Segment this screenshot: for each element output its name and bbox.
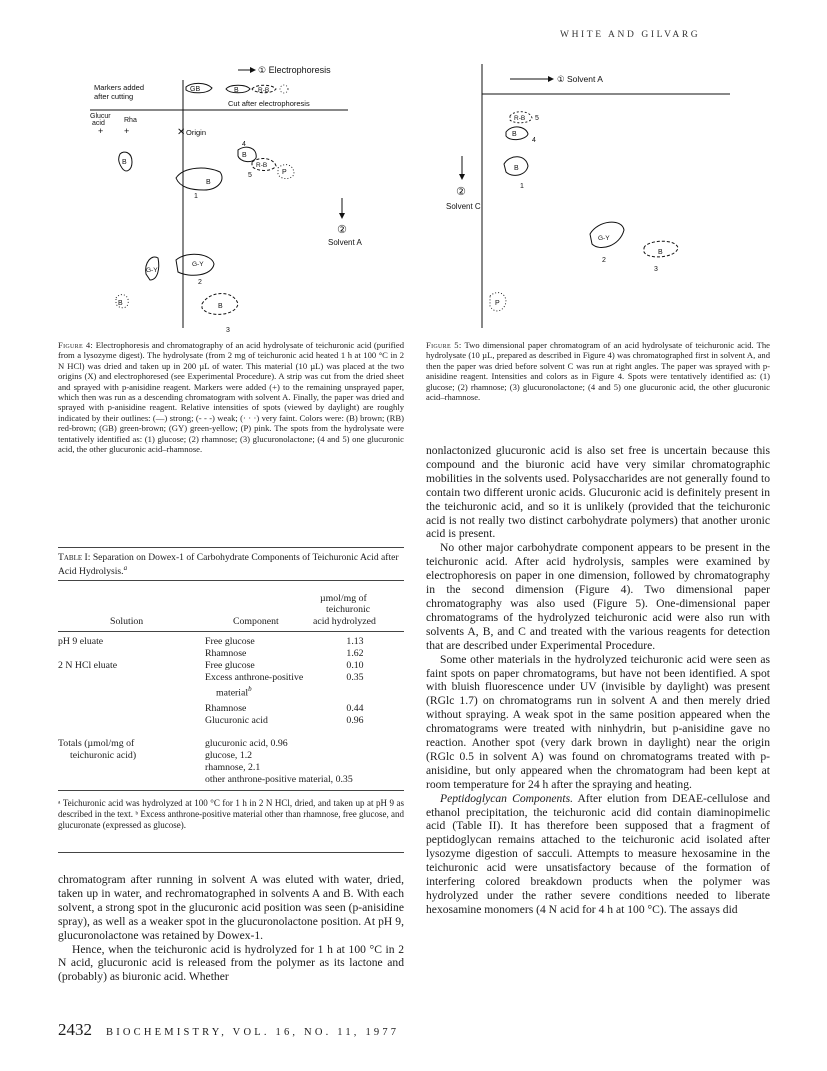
header-solution: Solution <box>110 616 144 627</box>
header-component: Component <box>233 616 279 627</box>
svg-text:P: P <box>495 300 500 307</box>
svg-text:B: B <box>514 165 519 172</box>
figure-5-caption-text: Two dimensional paper chromatogram of an acid hydrolysate of teichuronic acid. The hydrolysate (10 µL, prepared as described in Figure 4) was chromatographed first in solvent A, and then the paper was dried before solvent C was run at right angles. The paper was sprayed with p-anisidine reagent. Intensities and colors as in Figure 4. Spots were tentatively identified as: (1) glucose; (2) rhamnose; (3) glucuronolactone; (4 and 5) one glucuronic acid, the other glucuronic acid–rhamnose. <box>426 340 770 403</box>
running-head: WHITE AND GILVARG <box>560 30 701 40</box>
table-row-value: 0.44 <box>346 703 364 714</box>
fig5-solvent-c-num: ② <box>456 186 466 198</box>
fig5-solvent-a-label: ① Solvent A <box>557 74 603 84</box>
table-header-rule <box>58 631 404 632</box>
table-row-value: 1.62 <box>346 648 364 659</box>
table-bottom-rule <box>58 790 404 791</box>
svg-text:3: 3 <box>226 327 230 334</box>
header-value-l1: µmol/mg of <box>320 593 367 604</box>
left-paragraph-2: Hence, when the teichuronic acid is hydrolyzed for 1 h at 100 °C in 2 N acid, glucuronic acid is released from the polymer as its lactone and (probably) as biuronic acid. Whether <box>58 942 404 984</box>
figure-5 <box>440 58 770 338</box>
table-row-solution: 2 N HCl eluate <box>58 660 118 671</box>
page-footer <box>58 1020 399 1040</box>
svg-text:✕: ✕ <box>177 127 186 138</box>
table-row-component: Glucuronic acid <box>205 715 268 726</box>
fig4-origin-label: Origin <box>186 128 207 137</box>
header-value-l2: teichuronic <box>326 604 371 615</box>
svg-text:R-B: R-B <box>258 87 270 94</box>
table-title-rule <box>58 580 404 581</box>
totals-label-2: teichuronic acid) <box>70 750 137 761</box>
right-paragraph-3: Some other materials in the hydrolyzed teichuronic acid were seen as faint spots on paper chromatograms, but have not been identified. A spot with bluish fluorescence under UV (invisible by daylight) was present (RGlc 1.7) on chromatograms run in solvent A and then merely dried without spraying. A weak spot in the same position appeared when the chromatograms were treated with ninhydrin, but p-anisidine gave no reaction. Another spot (very dark brown in daylight) near the origin (RGlc 0.5 in solvent A) was found on chromatograms treated with p-anisidine, but only appeared when the chromatogram had been kept at room temperature for 24 h after the spraying and heating. <box>426 652 770 791</box>
table-row-value: 0.35 <box>346 672 364 683</box>
figure-4 <box>80 58 410 338</box>
table-row-component: Free glucose <box>205 636 255 647</box>
table-row-value: 1.13 <box>346 636 364 647</box>
svg-text:B: B <box>206 179 211 186</box>
svg-text:G-Y: G-Y <box>192 261 204 268</box>
svg-text:2: 2 <box>602 257 606 264</box>
svg-text:acid: acid <box>92 120 105 127</box>
svg-text:R-B: R-B <box>514 115 526 122</box>
table-row-component: Free glucose <box>205 660 255 671</box>
figure-4-caption-text: Electrophoresis and chromatography of an acid hydrolysate of teichuronic acid (purified from a lysozyme digest). The hydrolysate (from 2 mg of teichuronic acid heated 1 h at 100 °C in 2 N HCl) was dried and taken up in 200 µL of water. This material (10 µL) was placed at the two origins (X) and electrophoresed (see Experimental Procedure). A strip was cut from the dried sheet and sprayed with p-anisidine reagent. Markers were added (+) to the remaining unsprayed paper, which then was run as a descending chromatogram with solvent A. Finally, the paper was dried and sprayed with p-anisidine reagent. Relative intensities of spots (viewed by daylight) are roughly indicated by their outlines: (—) strong; (- - -) weak; (· · ·) very faint. Colors were: (B) brown; (RB) red-brown; (GB) green-brown; (GY) green-yellow; (P) pink. The spots from the hydrolysate were tentatively identified as: (1) glucose; (2) rhamnose; (3) glucuronolactone; (4 and 5) one glucuronic acid, the other glucuronic acid–rhamnose. <box>58 340 404 455</box>
svg-text:4: 4 <box>532 137 536 144</box>
table-end-rule <box>58 852 404 853</box>
table-row-component: Rhamnose <box>205 703 247 714</box>
figure-5-caption-label: Figure 5: <box>426 340 462 350</box>
svg-text:Glucur: Glucur <box>90 113 111 120</box>
svg-text:1: 1 <box>520 183 524 190</box>
svg-text:G-Y: G-Y <box>598 235 610 242</box>
table-row-component: material$^b$ <box>216 685 252 699</box>
left-paragraph-1: chromatogram after running in solvent A was eluted with water, dried, taken up in water, and rechromatographed in solvents A and B. With each solvent, a strong spot in the glucuronic acid position was seen (p-anisidine spray), as well as a weaker spot in the glucuronolactone position. At pH 9, glucuronolactone was retained by Dowex-1. <box>58 873 404 942</box>
fig4-solvent-label: Solvent A <box>328 238 362 247</box>
table-top-rule <box>58 547 404 548</box>
table-row-value: 0.96 <box>346 715 364 726</box>
figure-4-caption-label: Figure 4: <box>58 340 94 350</box>
journal-info: BIOCHEMISTRY, VOL. 16, NO. 11, 1977 <box>106 1027 400 1038</box>
svg-text:GB: GB <box>190 86 201 93</box>
svg-text:B: B <box>512 131 517 138</box>
fig4-after-cutting-label: after cutting <box>94 92 134 101</box>
svg-text:3: 3 <box>654 266 658 273</box>
right-paragraph-4: Peptidoglycan Components. After elution from DEAE-cellulose and ethanol precipitation, the teichuronic acid did contain diaminopimelic acid (Table II). It has therefore been supposed that a fragment of peptidoglycan remains attached to the teichuronic acid isolated after lysozyme digestion of sacculi. Attempts to measure hexosamine in the teichuronic acid were unsatisfactory because of the formation of interfering colored breakdown products when the polymer was hydrolyzed under the rather severe conditions needed to liberate hexosamine monomers (4 N acid for 4 h at 100 °C). The assays did <box>426 791 770 916</box>
header-value-l3: acid hydrolyzed <box>313 616 376 627</box>
right-paragraph-1: nonlactonized glucuronic acid is also set free is uncertain because this compound and the biuronic acid have very similar chromatographic mobilities in the solvents used. Polysaccharides are not generally found to contain two different uronic acids. Glucuronic acid is definitely present in the teichuronic acid, and so it is unlikely (provided that the teichuronic acid is not really two distinct carbohydrate polymers) that another uronic acid is present. <box>426 444 770 541</box>
svg-text:B: B <box>218 303 223 310</box>
fig4-cut-label: Cut after electrophoresis <box>228 99 310 108</box>
table-row-value: 0.10 <box>346 660 364 671</box>
left-body <box>58 873 404 984</box>
svg-text:B: B <box>234 87 239 94</box>
svg-text:1: 1 <box>194 193 198 200</box>
svg-text:5: 5 <box>535 115 539 122</box>
table-footnote: ᵃ Teichuronic acid was hydrolyzed at 100 °C for 1 h in 2 N HCl, dried, and taken up at pH 9 as described in the text. ᵇ Excess anthrone-positive material other than rhamnose, free glucose, and glucuronate (expressed as glucose). <box>58 798 404 830</box>
svg-text:4: 4 <box>242 141 246 148</box>
totals-label-1: Totals (µmol/mg of <box>58 738 135 749</box>
svg-text:B: B <box>122 159 127 166</box>
page-number: 2432 <box>58 1020 92 1039</box>
svg-text:B: B <box>658 249 663 256</box>
totals-item: glucose, 1.2 <box>205 750 253 761</box>
svg-text:5: 5 <box>248 172 252 179</box>
right-paragraph-2: No other major carbohydrate component appears to be present in the teichuronic acid. After acid hydrolysis, samples were examined by electrophoresis on paper in one dimension, followed by chromatography in the second dimension (Figure 4). Two dimensional paper chromatography was also used (Figure 5). One-dimensional paper chromatograms of the hydrolyzed teichuronic acid were also run with solvents A, B, and C and treated with the various reagents for detection that are described under Experimental Procedure. <box>426 541 770 652</box>
figure-4-caption <box>58 340 404 454</box>
svg-text:B: B <box>118 300 123 307</box>
svg-text:+: + <box>98 126 104 136</box>
table-row-component: Rhamnose <box>205 648 247 659</box>
totals-item: rhamnose, 2.1 <box>205 762 261 773</box>
table-title: Table I: Separation on Dowex-1 of Carbohydrate Components of Teichuronic Acid after Acid Hydrolysis.$^a$ <box>58 552 399 578</box>
fig4-solvent-num: ② <box>337 224 347 236</box>
table-row-solution: pH 9 eluate <box>58 636 104 647</box>
fig4-electrophoresis-label: ① Electrophoresis <box>258 65 331 75</box>
table-row-component: Excess anthrone-positive <box>205 672 304 683</box>
svg-text:2: 2 <box>198 279 202 286</box>
totals-item: glucuronic acid, 0.96 <box>205 738 288 749</box>
svg-text:Rha: Rha <box>124 117 137 124</box>
svg-text:P: P <box>282 169 287 176</box>
svg-text:R-B: R-B <box>256 162 268 169</box>
totals-item: other anthrone-positive material, 0.35 <box>205 774 353 785</box>
svg-text:+: + <box>124 126 130 136</box>
fig5-solvent-c-label: Solvent C <box>446 202 481 211</box>
figure-5-caption <box>426 340 770 402</box>
right-body <box>426 444 770 917</box>
svg-text:G-Y: G-Y <box>146 267 158 274</box>
svg-text:B: B <box>242 152 247 159</box>
fig4-markers-label: Markers added <box>94 83 145 92</box>
